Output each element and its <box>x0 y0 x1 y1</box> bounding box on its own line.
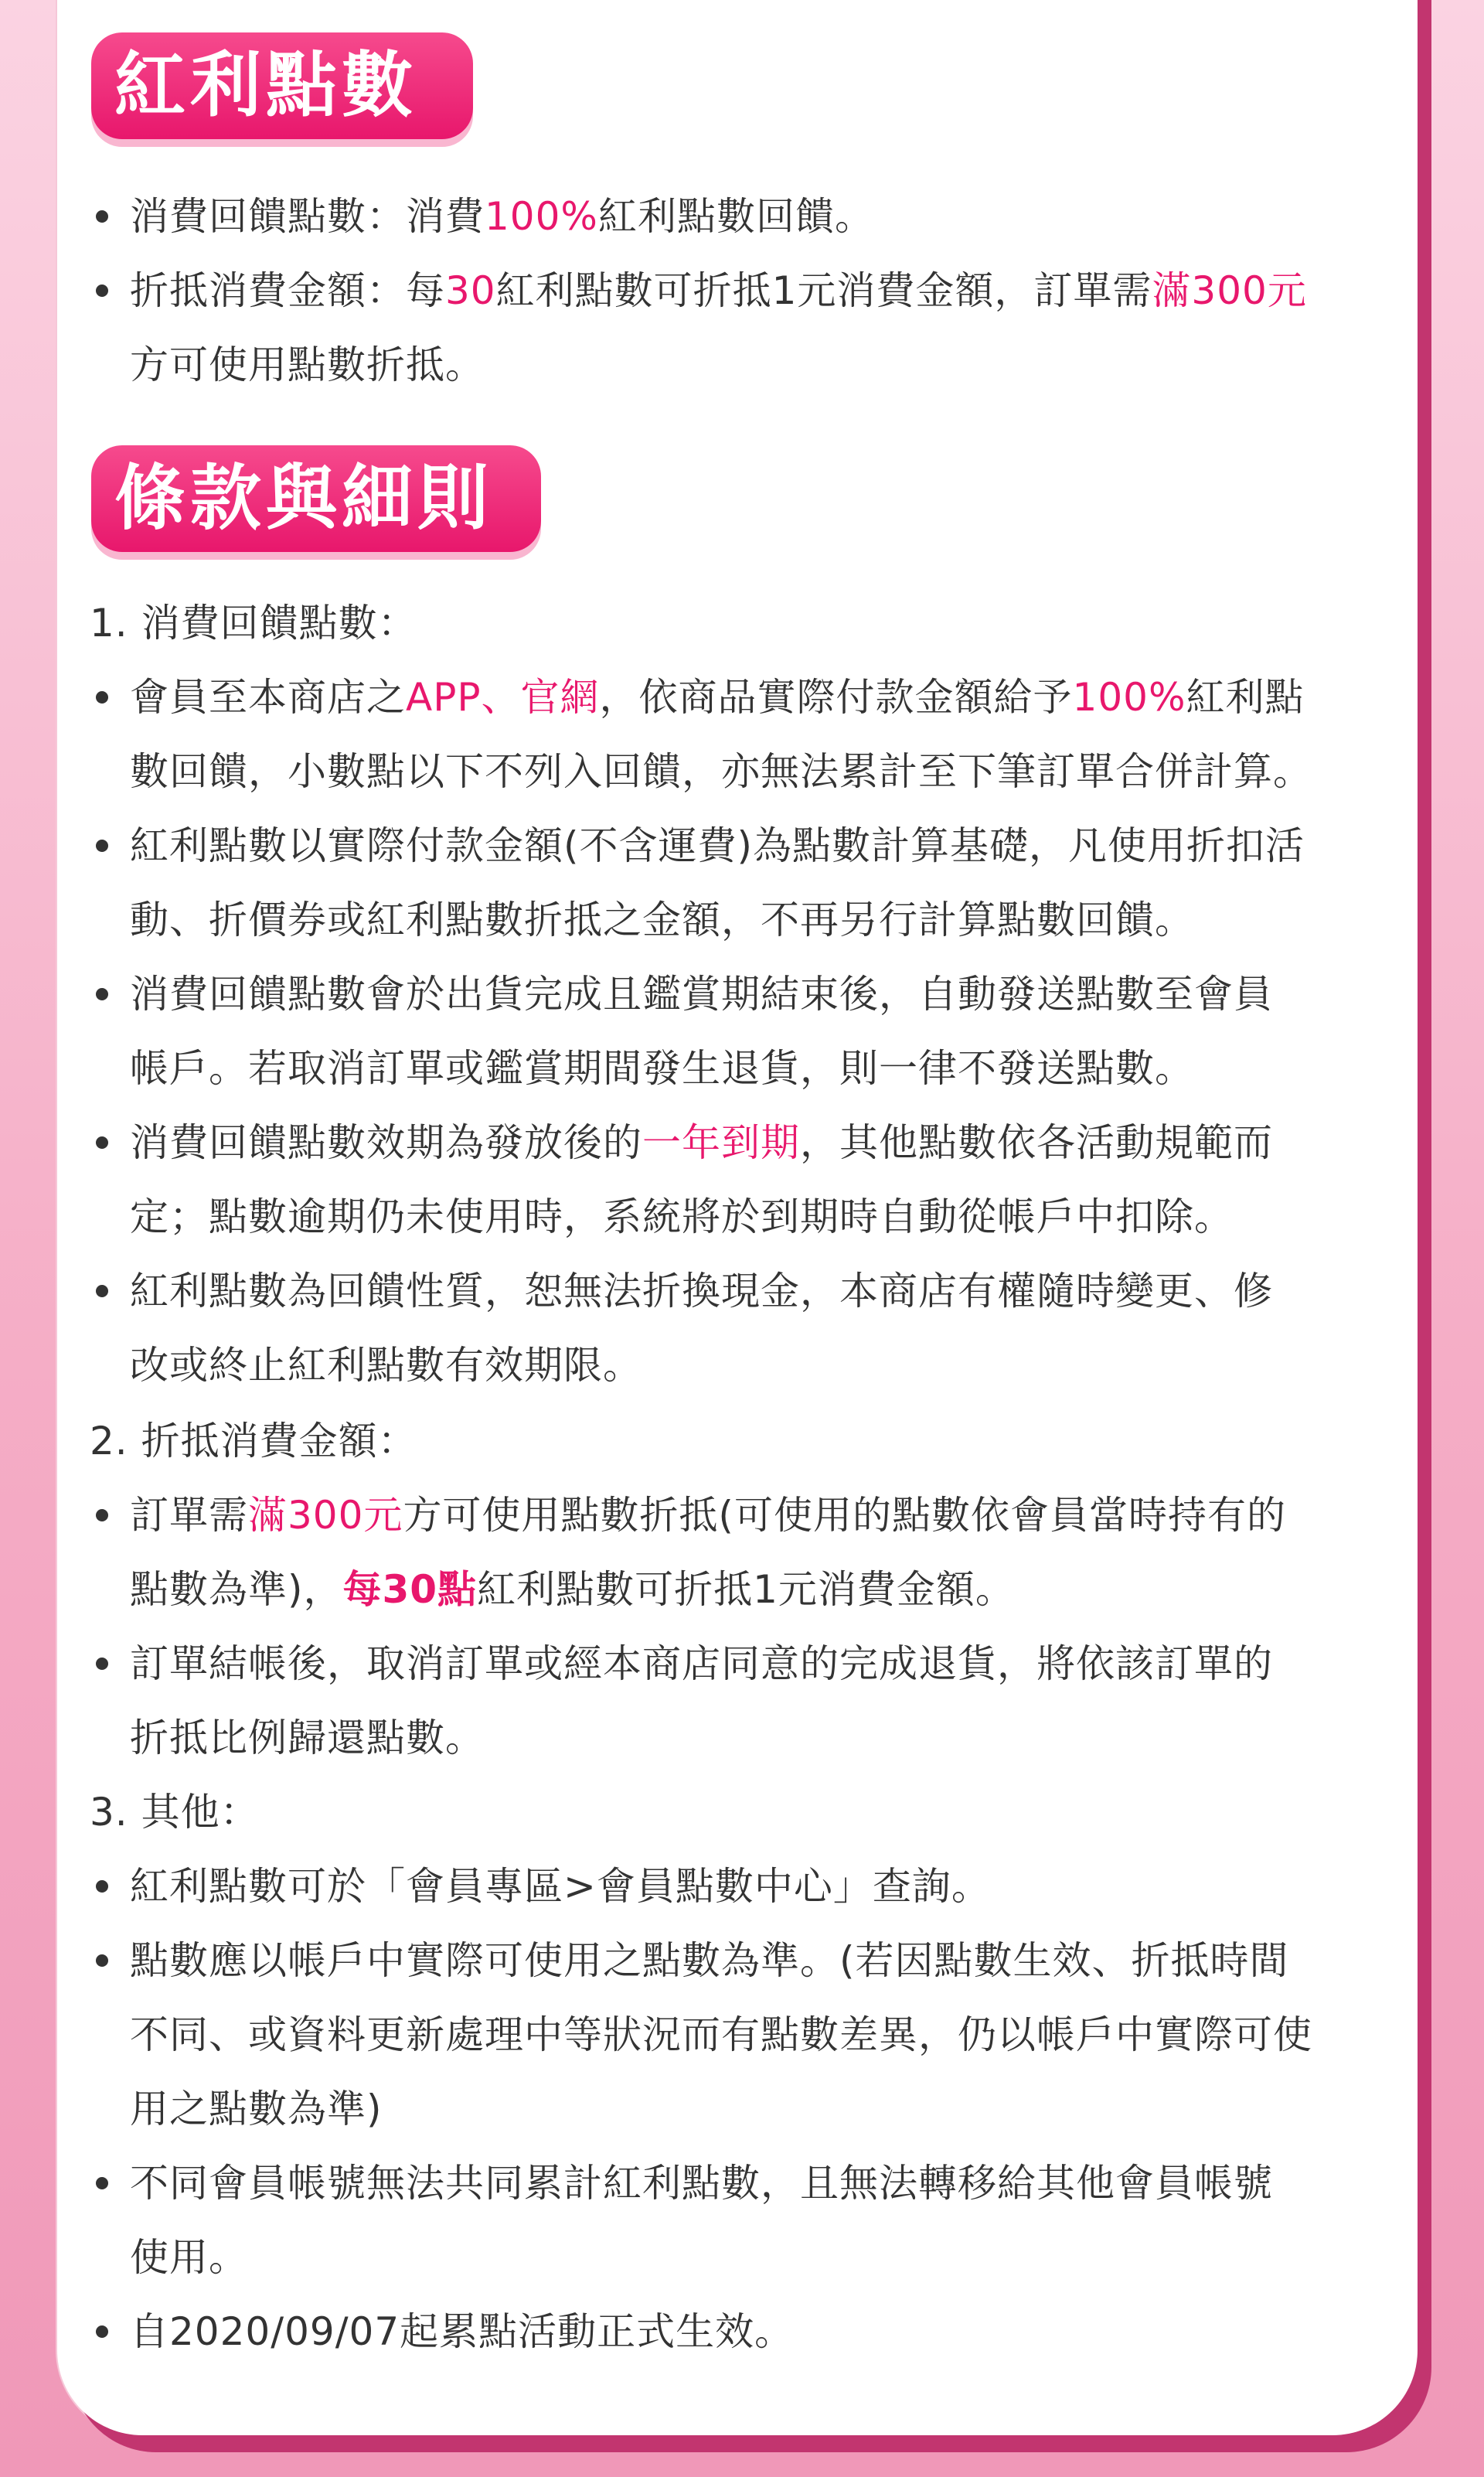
bullet-icon <box>96 1285 108 1297</box>
list-item: 點數應以帳戶中實際可使用之點數為準。(若因點數生效、折抵時間 <box>130 1938 1289 1983</box>
bullet-icon <box>96 1880 108 1893</box>
bullet-icon <box>96 1136 108 1149</box>
list-item-continuation: 數回饋，小數點以下不列入回饋，亦無法累計至下筆訂單合併計算。 <box>130 749 1312 794</box>
list-item: 折抵消費金額：每30紅利點數可折抵1元消費金額，訂單需滿300元 <box>130 268 1307 313</box>
list-item: 自2020/09/07起累點活動正式生效。 <box>130 2309 795 2354</box>
section-1-heading: 1. 消費回饋點數： <box>90 601 417 646</box>
list-item-continuation: 帳戶。若取消訂單或鑑賞期間發生退貨，則一律不發送點數。 <box>130 1046 1194 1091</box>
bullet-icon <box>96 210 108 223</box>
bullet-icon <box>96 2325 108 2338</box>
bullet-icon <box>96 840 108 852</box>
bullet-icon <box>96 1509 108 1521</box>
bullet-icon <box>96 284 108 297</box>
list-item-continuation: 定；點數逾期仍未使用時，系統將於到期時自動從帳戶中扣除。 <box>130 1194 1234 1239</box>
list-item: 紅利點數為回饋性質，恕無法折換現金，本商店有權隨時變更、修 <box>130 1269 1273 1313</box>
section-3-heading: 3. 其他： <box>90 1790 260 1835</box>
list-item: 消費回饋點數效期為發放後的一年到期，其他點數依各活動規範而 <box>130 1120 1273 1165</box>
bullet-icon <box>96 691 108 704</box>
bullet-icon <box>96 1954 108 1967</box>
list-item-continuation: 不同、或資料更新處理中等狀況而有點數差異，仍以帳戶中實際可使 <box>130 2012 1312 2057</box>
bullet-icon <box>96 2177 108 2189</box>
list-item: 訂單結帳後，取消訂單或經本商店同意的完成退貨，將依該訂單的 <box>130 1641 1273 1686</box>
bullet-icon <box>96 1658 108 1670</box>
list-item: 消費回饋點數會於出貨完成且鑑賞期結束後，自動發送點數至會員 <box>130 972 1273 1017</box>
list-item: 訂單需滿300元方可使用點數折抵(可使用的點數依會員當時持有的 <box>130 1493 1286 1538</box>
bullet-icon <box>96 988 108 1000</box>
list-item: 紅利點數以實際付款金額(不含運費)為點數計算基礎，凡使用折扣活 <box>130 823 1305 868</box>
list-item-continuation: 點數為準)，每30點紅利點數可折抵1元消費金額。 <box>130 1567 1015 1612</box>
list-item: 消費回饋點數：消費100%紅利點數回饋。 <box>130 194 874 239</box>
section-2-heading: 2. 折抵消費金額： <box>90 1419 417 1463</box>
list-item: 紅利點數可於「會員專區>會員點數中心」查詢。 <box>130 1864 991 1909</box>
list-item-continuation: 折抵比例歸還點數。 <box>130 1716 485 1760</box>
terms-title: 條款與細則 <box>91 445 541 552</box>
list-item-continuation: 使用。 <box>130 2235 248 2280</box>
bonus-points-title: 紅利點數 <box>91 32 473 139</box>
list-item-continuation: 方可使用點數折抵。 <box>130 342 485 387</box>
list-item-continuation: 動、折價券或紅利點數折抵之金額，不再另行計算點數回饋。 <box>130 898 1194 942</box>
list-item-continuation: 用之點數為準) <box>130 2087 383 2131</box>
list-item: 不同會員帳號無法共同累計紅利點數，且無法轉移給其他會員帳號 <box>130 2161 1273 2206</box>
list-item: 會員至本商店之APP、官網，依商品實際付款金額給予100%紅利點 <box>130 675 1305 720</box>
list-item-continuation: 改或終止紅利點數有效期限。 <box>130 1343 642 1388</box>
